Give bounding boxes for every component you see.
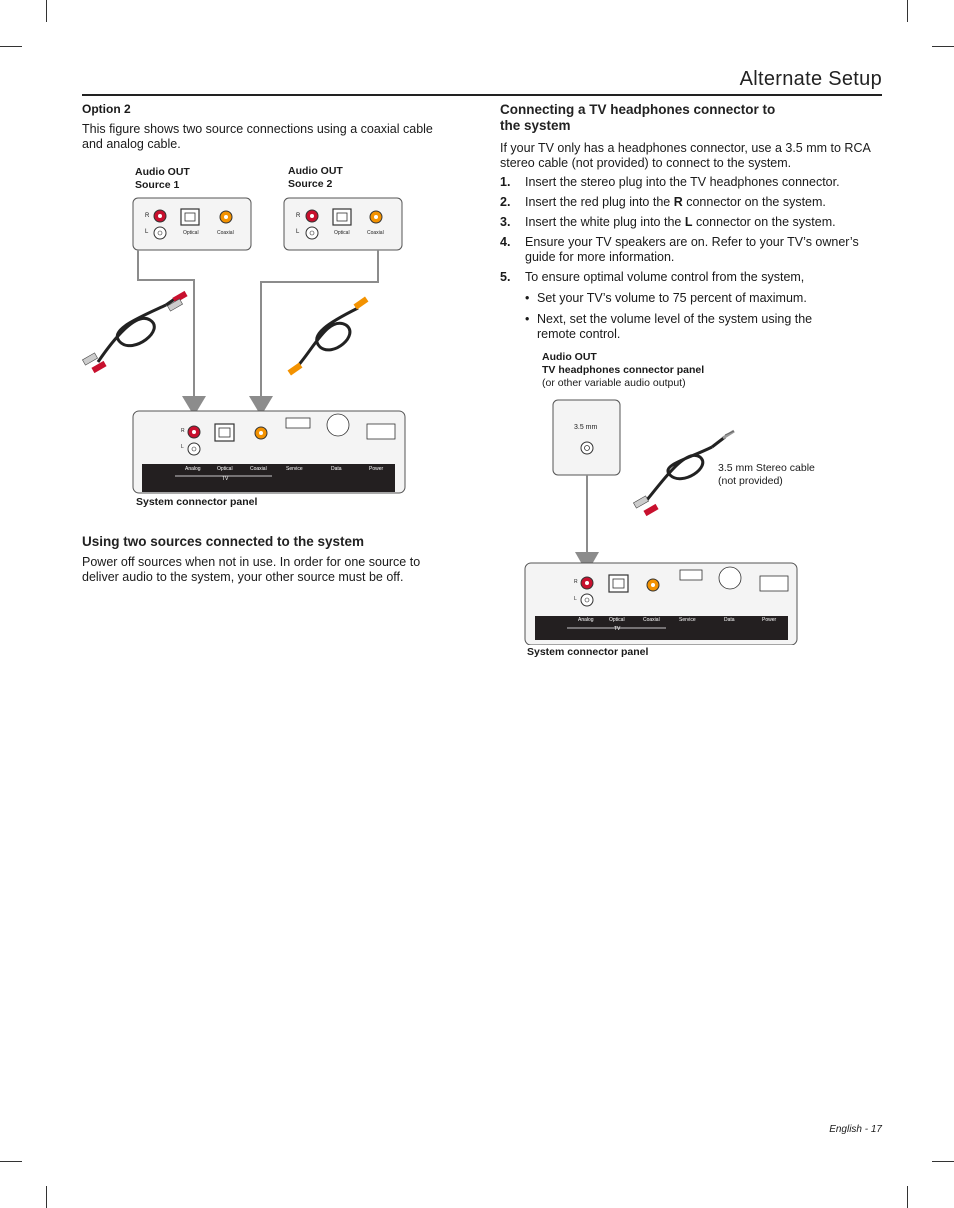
sys1-r-label: R	[181, 428, 185, 434]
step-2: 2. Insert the red plug into the R connector on the system.	[500, 195, 826, 209]
sys2-data-label: Data	[724, 617, 735, 623]
sys1-optical-label: Optical	[217, 466, 233, 472]
step-3: 3. Insert the white plug into the L connector on the system.	[500, 215, 836, 229]
sys1-data-label: Data	[331, 466, 342, 472]
source2-panel	[284, 198, 402, 250]
bullet-1: • Set your TV’s volume to 75 percent of maximum.	[525, 291, 807, 305]
step-4: 4. Ensure your TV speakers are on. Refer to your TV’s owner’s guide for more information.	[500, 235, 859, 264]
src1-optical-label: Optical	[183, 230, 199, 236]
sys2-coaxial-label: Coaxial	[643, 617, 660, 623]
source1-label: Audio OUT Source 1	[135, 166, 190, 191]
step-5: 5. To ensure optimal volume control from the system,	[500, 270, 805, 284]
section-heading: Using two sources connected to the system	[82, 534, 365, 549]
headphones-diagram	[520, 395, 800, 645]
coaxial-cable	[288, 297, 369, 376]
sys2-tv-label: TV	[614, 626, 621, 632]
src2-optical-label: Optical	[334, 230, 350, 236]
system-panel	[133, 411, 405, 493]
src2-l-label: L	[296, 229, 300, 235]
tv-fig-label: Audio OUT TV headphones connector panel (or other variable audio output)	[542, 351, 705, 389]
sys1-l-label: L	[181, 444, 184, 450]
right-panel-caption: System connector panel	[527, 646, 649, 658]
step-1: 1. Insert the stereo plug into the TV headphones connector.	[500, 175, 840, 189]
src2-r-label: R	[296, 213, 301, 219]
sys1-coaxial-label: Coaxial	[250, 466, 267, 472]
jack-label: 3.5 mm	[574, 424, 598, 431]
sys2-analog-label: Analog	[578, 617, 594, 623]
bullet-2: • Next, set the volume level of the system using the remote control.	[525, 312, 813, 341]
section-text: Power off sources when not in use. In order for one source to deliver audio to the system, your other source must be off.	[82, 555, 421, 584]
page-number: English - 17	[829, 1124, 882, 1135]
right-heading: Connecting a TV headphones connector to the system	[500, 102, 776, 133]
sys2-r-label: R	[574, 579, 578, 585]
source2-label: Audio OUT Source 2	[288, 165, 343, 190]
option-text: This figure shows two source connections using a coaxial cable and analog cable.	[82, 122, 433, 151]
header-rule	[82, 94, 882, 96]
source1-panel	[133, 198, 251, 250]
page-title: Alternate Setup	[739, 68, 882, 90]
sys1-tv-label: TV	[222, 476, 229, 482]
src1-l-label: L	[145, 229, 149, 235]
sys1-analog-label: Analog	[185, 466, 201, 472]
sys2-power-label: Power	[762, 617, 777, 623]
sys2-optical-label: Optical	[609, 617, 625, 623]
steps-list	[500, 175, 880, 347]
left-panel-caption: System connector panel	[136, 496, 258, 508]
src2-coaxial-label: Coaxial	[367, 230, 384, 236]
sys1-power-label: Power	[369, 466, 384, 472]
cable-label: 3.5 mm Stereo cable (not provided)	[718, 462, 815, 487]
sys2-service-label: Service	[679, 617, 696, 623]
sys2-l-label: L	[574, 596, 577, 602]
src1-coaxial-label: Coaxial	[217, 230, 234, 236]
option-heading: Option 2	[82, 102, 131, 116]
right-intro: If your TV only has a headphones connector, use a 3.5 mm to RCA stereo cable (not provided) to connect to the system.	[500, 141, 871, 170]
analog-cable	[82, 291, 187, 373]
sys1-service-label: Service	[286, 466, 303, 472]
src1-r-label: R	[145, 213, 150, 219]
